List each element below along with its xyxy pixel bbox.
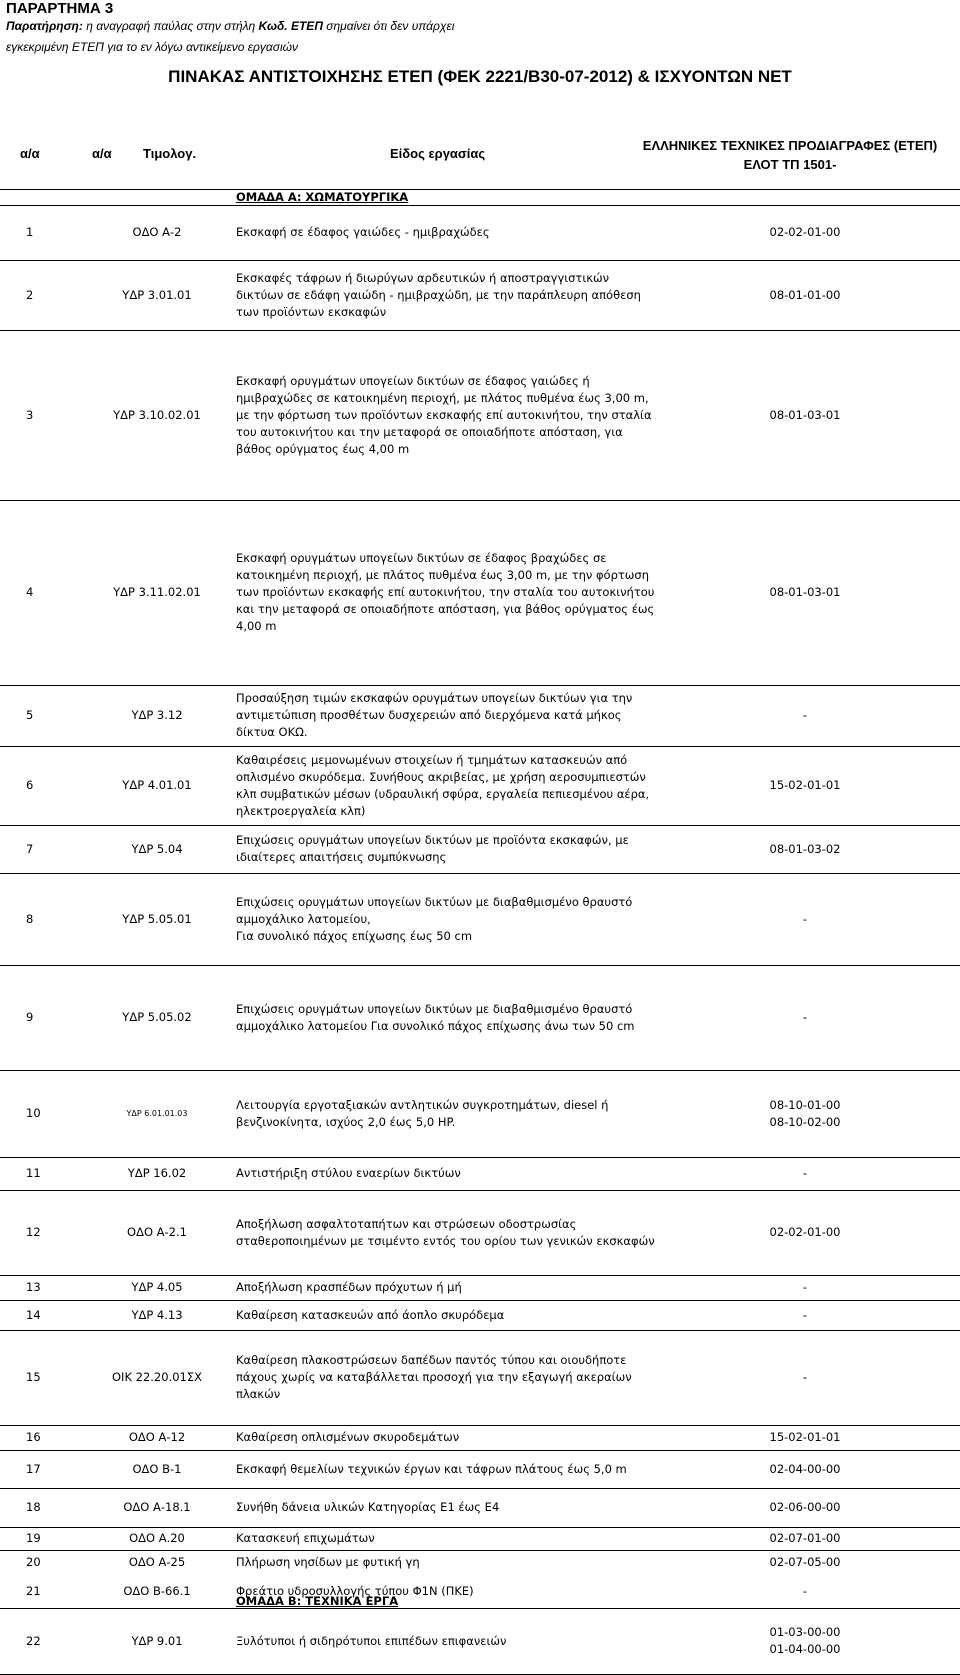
row-code-text: ΥΔΡ 3.12 (131, 708, 183, 722)
table-row (0, 260, 960, 330)
row-etep (720, 1070, 890, 1157)
row-description-text: Καθαίρεση κατασκευών από άοπλο σκυρόδεμα (236, 1307, 505, 1322)
row-number-text: 2 (26, 287, 34, 302)
row-code-text: ΟΔΟ Α-12 (128, 1430, 186, 1444)
row-number-text: 11 (26, 1166, 41, 1180)
row-etep-text: - (802, 1166, 808, 1180)
row-code-text: ΟΔΟ Α-18.1 (123, 1500, 191, 1514)
row-code (92, 1488, 222, 1527)
row-description-text: Εκσκαφή σε έδαφος γαιώδες - ημιβραχώδες (236, 225, 490, 239)
row-etep (720, 260, 890, 330)
row-description (236, 685, 656, 746)
col-header-etep-line2: ΕΛΟΤ ΤΠ 1501- (743, 157, 837, 172)
row-etep-text: 02-07-01-00 (769, 1531, 841, 1545)
col-header-timolog: Τιμολογ. (143, 146, 197, 161)
page-title: ΠΑΡΑΡΤΗΜΑ 3 (6, 0, 114, 17)
row-etep (720, 1275, 890, 1300)
row-code-text: ΥΔΡ 5.05.02 (122, 1010, 192, 1024)
row-number-text: 9 (26, 1010, 34, 1024)
row-description-text: Ξυλότυποι ή σιδηρότυποι επιπέδων επιφανειών (236, 1633, 507, 1648)
table-row (0, 685, 960, 746)
table-divider (0, 189, 960, 190)
row-code-text: ΥΔΡ 3.11.02.01 (113, 585, 201, 599)
row-code (92, 1330, 222, 1425)
row-code (92, 1300, 222, 1330)
row-number-text: 20 (26, 1555, 41, 1569)
row-description (236, 1190, 656, 1275)
note-text: η αναγραφή παύλας στην στήλη (82, 19, 259, 33)
row-etep-text: 15-02-01-01 (769, 778, 841, 792)
row-etep-text: 02-06-00-00 (769, 1500, 841, 1514)
table-row (0, 1330, 960, 1425)
row-etep-text: - (802, 708, 808, 722)
row-number (26, 873, 66, 965)
row-description-text: Καθαίρεση οπλισμένων σκυροδεμάτων (236, 1430, 460, 1444)
row-description-text: Καθαιρέσεις μεμονωμένων στοιχείων ή τμημάτων κατασκευών από οπλισμένο σκυρόδεμα. Συνήθους ακριβείας, με χρήση αεροσυμπιεστών κλπ συμβατικών μέσων (υδραυλική σφύρα, εργαλεία πεπιεσμένου αέρα, ηλεκτροεργαλεία κλπ) (236, 752, 650, 818)
row-etep-text: 02-04-00-00 (769, 1461, 841, 1476)
row-description-text: Επιχώσεις ορυγμάτων υπογείων δικτύων με διαβαθμισμένο θραυστό αμμοχάλικο λατομείου, Για συνολικό πάχος επίχωσης έως 50 cm (236, 894, 633, 943)
table-row (0, 1575, 960, 1608)
table-row (0, 1488, 960, 1527)
row-etep (720, 1527, 890, 1550)
row-number (26, 260, 66, 330)
row-code (92, 330, 222, 500)
row-code-text: ΥΔΡ 9.01 (131, 1633, 183, 1648)
row-code (92, 500, 222, 685)
row-code (92, 1450, 222, 1488)
row-etep (720, 1488, 890, 1527)
row-etep-text: - (802, 1584, 808, 1598)
row-etep (720, 500, 890, 685)
row-number (26, 1425, 66, 1450)
row-code-text: ΟΔΟ Α.20 (129, 1531, 185, 1545)
row-description (236, 1608, 656, 1674)
note-bold: Κωδ. ΕΤΕΠ (258, 19, 323, 33)
row-description-text: Εκσκαφές τάφρων ή διωρύγων αρδευτικών ή αποστραγγιστικών δικτύων σε εδάφη γαιώδη - ημιβραχώδη, με την παράπλευρη απόθεση των προϊόντων εκσκαφών (236, 270, 641, 319)
row-description (236, 1070, 656, 1157)
row-number-text: 8 (26, 911, 34, 926)
row-description-text: Εκσκαφή θεμελίων τεχνικών έργων και τάφρων πλάτους έως 5,0 m (236, 1461, 627, 1476)
row-code-text: ΥΔΡ 4.13 (131, 1307, 183, 1322)
row-code-text: ΟΔΟ Α-2 (132, 225, 182, 239)
row-number-text: 16 (26, 1430, 41, 1444)
row-number (26, 965, 66, 1070)
row-etep (720, 1157, 890, 1190)
row-description-text: Λειτουργία εργοταξιακών αντλητικών συγκροτημάτων, diesel ή βενζινοκίνητα, ισχύος 2,0 έως 5,0 HP. (236, 1097, 609, 1129)
row-description (236, 825, 656, 873)
row-code (92, 1070, 222, 1157)
row-code-text: ΥΔΡ 3.01.01 (122, 287, 192, 302)
row-number-text: 17 (26, 1461, 41, 1476)
row-number-text: 19 (26, 1531, 41, 1545)
row-etep (720, 873, 890, 965)
row-code (92, 1575, 222, 1608)
note-prefix: Παρατήρηση: (6, 19, 83, 33)
group-heading-b: ΟΜΑΔΑ Β: ΤΕΧΝΙΚΑ ΕΡΓΑ (236, 1594, 399, 1608)
row-code (92, 1550, 222, 1575)
row-etep-text: 01-03-00-00 01-04-00-00 (769, 1625, 841, 1656)
row-number (26, 1527, 66, 1550)
col-header-etep-line1: ΕΛΛΗΝΙΚΕΣ ΤΕΧΝΙΚΕΣ ΠΡΟΔΙΑΓΡΑΦΕΣ (ΕΤΕΠ) (642, 138, 938, 153)
row-description (236, 500, 656, 685)
row-etep-text: - (802, 1307, 808, 1322)
row-description-text: Προσαύξηση τιμών εκσκαφών ορυγμάτων υπογείων δικτύων για την αντιμετώπιση προσθέτων δυσχερειών από διερχόμενα κατά μήκος δίκτυα ΟΚΩ. (236, 691, 633, 739)
row-number-text: 22 (26, 1633, 41, 1648)
row-code (92, 260, 222, 330)
row-number-text: 4 (26, 585, 34, 599)
row-number (26, 685, 66, 746)
row-description (236, 1450, 656, 1488)
table-row (0, 1190, 960, 1275)
row-description-text: Επιχώσεις ορυγμάτων υπογείων δικτύων με προϊόντα εκσκαφών, με ιδιαίτερες απαιτήσεις συμπύκνωσης (236, 833, 629, 864)
row-code-text: ΟΔΟ Β-1 (132, 1461, 182, 1476)
table-row (0, 1070, 960, 1157)
row-number (26, 1070, 66, 1157)
table-row (0, 1300, 960, 1330)
row-description (236, 260, 656, 330)
row-description (236, 1550, 656, 1575)
table-row (0, 1450, 960, 1488)
row-etep-text: 02-02-01-00 (769, 225, 841, 239)
row-code (92, 825, 222, 873)
note-line-2: εγκεκριμένη ΕΤΕΠ για το εν λόγω αντικείμενο εργασιών (6, 40, 298, 54)
row-description-text: Καθαίρεση πλακοστρώσεων δαπέδων παντός τύπου και οιουδήποτε πάχους χωρίς να καταβάλλεται προσοχή για την εξαγωγή ακεραίων πλακών (236, 1353, 632, 1401)
row-etep-text: - (802, 911, 808, 926)
col-header-eidos: Είδος εργασίας (390, 146, 486, 161)
row-number-text: 5 (26, 708, 34, 722)
row-number (26, 1450, 66, 1488)
row-description-text: Συνήθη δάνεια υλικών Κατηγορίας Ε1 έως Ε4 (236, 1500, 500, 1514)
table-row (0, 1608, 960, 1674)
row-description (236, 1157, 656, 1190)
table-row (0, 1275, 960, 1300)
row-number (26, 1550, 66, 1575)
row-code-text: ΥΔΡ 5.04 (131, 841, 183, 856)
row-description-text: Πλήρωση νησίδων με φυτική γη (236, 1555, 420, 1569)
row-etep (720, 205, 890, 260)
row-etep-text: - (802, 1370, 808, 1384)
row-etep (720, 1450, 890, 1488)
row-code (92, 965, 222, 1070)
row-code-text: ΟΔΟ Α-25 (128, 1555, 186, 1569)
row-etep-text: 08-01-03-02 (769, 841, 841, 856)
table-row (0, 825, 960, 873)
col-header-aa-tim: α/α (92, 146, 112, 161)
row-number (26, 825, 66, 873)
row-code (92, 1157, 222, 1190)
row-description-text: Κατασκευή επιχωμάτων (236, 1531, 375, 1545)
row-etep-text: 08-01-03-01 (769, 585, 841, 599)
row-number-text: 6 (26, 778, 34, 792)
row-etep-text: - (802, 1280, 808, 1294)
row-etep-text: 08-10-01-00 08-10-02-00 (769, 1097, 841, 1129)
row-number (26, 1275, 66, 1300)
row-code-text: ΥΔΡ 5.05.01 (122, 911, 192, 926)
row-number (26, 1190, 66, 1275)
row-description-text: Επιχώσεις ορυγμάτων υπογείων δικτύων με διαβαθμισμένο θραυστό αμμοχάλικο λατομείου Για συνολικό πάχος επίχωσης άνω των 50 cm (236, 1001, 635, 1033)
row-etep-text: - (802, 1010, 808, 1024)
row-code-text: ΟΔΟ Β-66.1 (123, 1584, 191, 1598)
row-etep (720, 1300, 890, 1330)
row-number-text: 7 (26, 841, 34, 856)
table-row (0, 500, 960, 685)
row-code-text: ΟΙΚ 22.20.01ΣΧ (112, 1370, 202, 1384)
row-code (92, 1527, 222, 1550)
row-number-text: 13 (26, 1280, 41, 1294)
table-row (0, 873, 960, 965)
row-etep-text: 08-01-01-00 (769, 287, 841, 302)
row-description (236, 873, 656, 965)
row-description (236, 965, 656, 1070)
table-row (0, 1550, 960, 1575)
row-etep-text: 08-01-03-01 (769, 407, 841, 422)
row-description-text: Αποξήλωση ασφαλτοταπήτων και στρώσεων οδοστρωσίας σταθεροποιημένων με τσιμέντο εντός του ορίου των γενικών εκσκαφών (236, 1216, 655, 1248)
row-etep-text: 02-02-01-00 (769, 1225, 841, 1239)
row-number (26, 746, 66, 825)
row-description (236, 205, 656, 260)
table-row (0, 965, 960, 1070)
row-code (92, 1608, 222, 1674)
row-etep (720, 1425, 890, 1450)
row-etep (720, 1608, 890, 1674)
table-row (0, 1527, 960, 1550)
row-number-text: 1 (26, 225, 34, 239)
row-etep (720, 965, 890, 1070)
row-code-text: ΥΔΡ 4.01.01 (122, 778, 192, 792)
row-etep (720, 825, 890, 873)
row-etep (720, 1190, 890, 1275)
row-description-text: Αποξήλωση κρασπέδων πρόχυτων ή μή (236, 1280, 462, 1294)
row-code (92, 1275, 222, 1300)
row-etep (720, 1575, 890, 1608)
row-description (236, 330, 656, 500)
row-number-text: 21 (26, 1584, 41, 1598)
col-header-aa: α/α (20, 146, 40, 161)
row-description (236, 1275, 656, 1300)
row-number-text: 15 (26, 1370, 41, 1384)
row-description-text: Εκσκαφή ορυγμάτων υπογείων δικτύων σε έδαφος βραχώδες σε κατοικημένη περιοχή, με πλάτος πυθμένα έως 3,00 m, με την φόρτωση των προϊόντων εκσκαφής επί αυτοκινήτου, την σταλία του αυτοκινήτου και την μεταφορά σε οποιαδήποτε απόσταση, για βάθος ορύγματος έως 4,00 m (236, 551, 655, 633)
row-description-text: Φρεάτιο υδροσυλλογής τύπου Φ1Ν (ΠΚΕ) (236, 1584, 474, 1598)
row-number (26, 205, 66, 260)
row-number-text: 14 (26, 1307, 41, 1322)
row-etep-text: 15-02-01-01 (769, 1430, 841, 1444)
note-text-2: σημαίνει ότι δεν υπάρχει (322, 19, 455, 33)
row-number (26, 1157, 66, 1190)
row-number (26, 1608, 66, 1674)
row-description (236, 1330, 656, 1425)
row-code (92, 1190, 222, 1275)
row-code (92, 1425, 222, 1450)
row-number (26, 330, 66, 500)
row-etep (720, 685, 890, 746)
row-number (26, 1488, 66, 1527)
row-code-text: ΟΔΟ Α-2.1 (127, 1225, 187, 1239)
table-row (0, 1157, 960, 1190)
row-description-text: Αντιστήριξη στύλου εναερίων δικτύων (236, 1166, 461, 1180)
row-description (236, 1425, 656, 1450)
row-number-text: 12 (26, 1225, 41, 1239)
row-number-text: 18 (26, 1500, 41, 1514)
row-code (92, 205, 222, 260)
row-etep (720, 1330, 890, 1425)
row-number-text: 3 (26, 407, 34, 422)
row-description (236, 746, 656, 825)
row-description (236, 1300, 656, 1330)
row-code-text: ΥΔΡ 16.02 (127, 1166, 187, 1180)
row-description (236, 1488, 656, 1527)
row-number-text: 10 (26, 1106, 41, 1120)
row-code-text: ΥΔΡ 3.10.02.01 (113, 407, 201, 422)
table-row (0, 746, 960, 825)
row-code (92, 685, 222, 746)
col-header-etep (640, 136, 940, 174)
row-code-text: ΥΔΡ 6.01.01.03 (126, 1109, 188, 1118)
row-description-text: Εκσκαφή ορυγμάτων υπογείων δικτύων σε έδαφος γαιώδες ή ημιβραχώδες σε κατοικημένη περιοχή, με πλάτος πυθμένα έως 3,00 m, με την φόρτωση των προϊόντων εκσκαφής επί αυτοκινήτου, την σταλία του αυτοκινήτου και την μεταφορά σε οποιαδήποτε απόσταση, για βάθος ορύγματος έως 4,00 m (236, 373, 652, 456)
row-description (236, 1527, 656, 1550)
row-etep (720, 330, 890, 500)
table-row (0, 1425, 960, 1450)
row-number (26, 1330, 66, 1425)
row-code (92, 873, 222, 965)
table-row (0, 205, 960, 260)
table-row (0, 330, 960, 500)
group-heading-a: ΟΜΑΔΑ Α: ΧΩΜΑΤΟΥΡΓΙΚΑ (236, 190, 409, 204)
main-title: ΠΙΝΑΚΑΣ ΑΝΤΙΣΤΟΙΧΗΣΗΣ ΕΤΕΠ (ΦΕΚ 2221/Β30-07-2012) & ΙΣΧΥΟΝΤΩΝ ΝΕΤ (168, 67, 792, 86)
row-code-text: ΥΔΡ 4.05 (131, 1280, 183, 1294)
note-line-1 (6, 19, 454, 33)
row-etep (720, 1550, 890, 1575)
row-number (26, 1575, 66, 1608)
row-number (26, 500, 66, 685)
row-etep-text: 02-07-05-00 (769, 1555, 841, 1569)
row-code (92, 746, 222, 825)
row-number (26, 1300, 66, 1330)
row-etep (720, 746, 890, 825)
